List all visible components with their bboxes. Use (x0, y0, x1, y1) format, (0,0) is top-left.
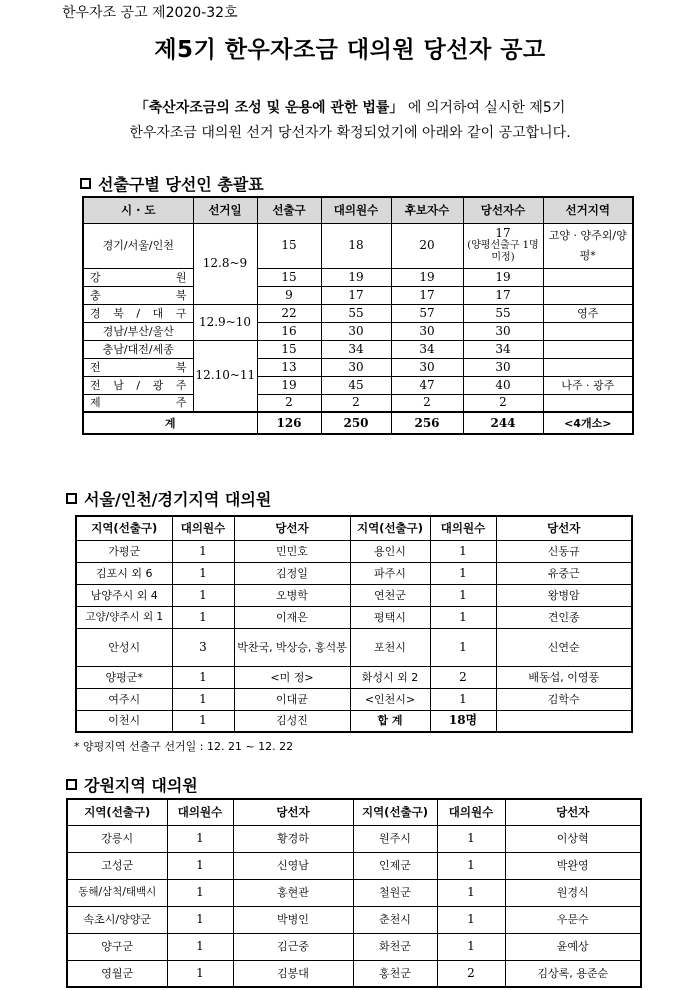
table-row (83, 304, 633, 322)
election-date-cell: 12.10~11 (193, 340, 257, 412)
table-row (67, 933, 641, 960)
checkbox-icon (80, 178, 91, 189)
column-header: 대의원수 (437, 799, 505, 825)
elected-cell: 19 (463, 268, 543, 286)
area-cell (543, 268, 633, 286)
elected-cell: 황경하 (233, 825, 353, 852)
table-row (67, 879, 641, 906)
region-cell: 경남/부산/울산 (83, 322, 193, 340)
column-header: 당선자 (234, 516, 350, 540)
elected-cell: 홍현관 (233, 879, 353, 906)
empty-cell (496, 710, 632, 732)
table-row (76, 710, 632, 732)
count-cell: 1 (430, 688, 496, 710)
elected-cell: 17 (463, 286, 543, 304)
count-cell: 1 (167, 906, 233, 933)
elected-cell: 김상록, 용준순 (505, 960, 641, 987)
area-cell (543, 286, 633, 304)
elected-cell: 윤예상 (505, 933, 641, 960)
elected-cell: 우문수 (505, 906, 641, 933)
elected-cell: 왕병암 (496, 584, 632, 606)
count-cell: 1 (437, 933, 505, 960)
table-row (83, 268, 633, 286)
district-cell: 고양/양주시 외 1 (76, 606, 172, 628)
table-row (76, 562, 632, 584)
table-row (76, 584, 632, 606)
summary-heading-text: 선출구별 당선인 총괄표 (98, 175, 264, 194)
total-area: <4개소> (543, 412, 633, 434)
law-reference: 「축산자조금의 조성 및 운용에 관한 법률」 (134, 100, 404, 116)
districts-cell: 15 (257, 268, 321, 286)
footnote: * 양평지역 선출구 선거일 : 12. 21 ~ 12. 22 (74, 740, 294, 753)
count-cell: 3 (172, 628, 234, 666)
column-header: 선거지역 (543, 197, 633, 223)
count-cell: 1 (430, 540, 496, 562)
area-cell: 나주 · 광주 (543, 376, 633, 394)
gangwon-heading (66, 773, 198, 796)
districts-cell: 13 (257, 358, 321, 376)
table-header-row (76, 516, 632, 540)
notice-number: 한우자조 공고 제2020-32호 (62, 5, 238, 21)
delegates-cell: 30 (321, 322, 391, 340)
districts-cell: 16 (257, 322, 321, 340)
table-row (83, 286, 633, 304)
count-cell: 1 (167, 825, 233, 852)
elected-cell: 30 (463, 358, 543, 376)
table-row (76, 628, 632, 666)
district-cell: 인제군 (353, 852, 437, 879)
elected-cell: 박병인 (233, 906, 353, 933)
table-row (76, 688, 632, 710)
column-header: 당선자 (233, 799, 353, 825)
district-cell: 강릉시 (67, 825, 167, 852)
total-candidates: 256 (391, 412, 463, 434)
delegates-cell: 30 (321, 358, 391, 376)
gangwon-heading-text: 강원지역 대의원 (84, 776, 198, 795)
district-cell: 동해/삼척/태백시 (67, 879, 167, 906)
column-header: 후보자수 (391, 197, 463, 223)
count-cell: 1 (172, 606, 234, 628)
election-date-cell: 12.9~10 (193, 304, 257, 340)
districts-cell: 19 (257, 376, 321, 394)
count-cell: 1 (437, 852, 505, 879)
candidates-cell: 57 (391, 304, 463, 322)
district-cell: 고성군 (67, 852, 167, 879)
district-cell: 여주시 (76, 688, 172, 710)
district-cell: 가평군 (76, 540, 172, 562)
column-header: 대의원수 (430, 516, 496, 540)
intro-paragraph (70, 96, 630, 146)
column-header: 대의원수 (321, 197, 391, 223)
elected-cell: 2 (463, 394, 543, 412)
elected-cell: 김성진 (234, 710, 350, 732)
elected-cell: <미 정> (234, 666, 350, 688)
count-cell: 2 (430, 666, 496, 688)
count-cell: 1 (430, 584, 496, 606)
elected-cell: 오병학 (234, 584, 350, 606)
column-header: 지역(선출구) (67, 799, 167, 825)
elected-cell (463, 223, 543, 268)
region-cell: 전 북 (83, 358, 193, 376)
table-row (83, 358, 633, 376)
district-cell: 철원군 (353, 879, 437, 906)
area-cell (543, 322, 633, 340)
districts-cell: 15 (257, 223, 321, 268)
elected-cell: 신동규 (496, 540, 632, 562)
region-cell: 경기/서울/인천 (83, 223, 193, 268)
district-cell: 홍천군 (353, 960, 437, 987)
district-cell: 용인시 (350, 540, 430, 562)
table-row (76, 666, 632, 688)
district-cell: 남양주시 외 4 (76, 584, 172, 606)
count-cell: 1 (437, 879, 505, 906)
summary-heading (80, 172, 264, 195)
elected-cell: 민민호 (234, 540, 350, 562)
count-cell: 1 (172, 540, 234, 562)
intro-line2: 한우자조금 대의원 선거 당선자가 확정되었기에 아래와 같이 공고합니다. (129, 125, 571, 141)
seoul-heading (66, 487, 271, 510)
area-cell (543, 394, 633, 412)
count-cell: 1 (172, 584, 234, 606)
district-cell: 연천군 (350, 584, 430, 606)
table-row (67, 852, 641, 879)
count-cell: 1 (167, 933, 233, 960)
district-cell: 원주시 (353, 825, 437, 852)
candidates-cell: 47 (391, 376, 463, 394)
count-cell: 1 (437, 825, 505, 852)
table-row (83, 340, 633, 358)
summary-table (82, 196, 634, 435)
delegates-cell: 34 (321, 340, 391, 358)
table-header-row (83, 197, 633, 223)
district-cell: 안성시 (76, 628, 172, 666)
candidates-cell: 30 (391, 322, 463, 340)
district-cell: 포천시 (350, 628, 430, 666)
region-cell: 전 남 / 광 주 (83, 376, 193, 394)
district-cell: 김포시 외 6 (76, 562, 172, 584)
column-header: 지역(선출구) (350, 516, 430, 540)
region-cell: 제 주 (83, 394, 193, 412)
elected-cell: 40 (463, 376, 543, 394)
total-elected: 244 (463, 412, 543, 434)
elected-cell: 이상혁 (505, 825, 641, 852)
count-cell: 1 (167, 852, 233, 879)
count-cell: 1 (437, 906, 505, 933)
delegates-cell: 18 (321, 223, 391, 268)
candidates-cell: 34 (391, 340, 463, 358)
column-header: 당선자 (496, 516, 632, 540)
count-cell: 1 (430, 606, 496, 628)
count-cell: 1 (167, 960, 233, 987)
seoul-table (75, 515, 633, 733)
region-cell: 충 북 (83, 286, 193, 304)
district-cell: <인천시> (350, 688, 430, 710)
column-header: 선출구 (257, 197, 321, 223)
count-cell: 1 (172, 666, 234, 688)
elected-cell: 김정일 (234, 562, 350, 584)
elected-cell: 박찬국, 박상승, 홍석봉 (234, 628, 350, 666)
candidates-cell: 17 (391, 286, 463, 304)
elected-cell: 김근중 (233, 933, 353, 960)
checkbox-icon (66, 779, 77, 790)
elected-cell: 박완영 (505, 852, 641, 879)
total-count: 18명 (430, 710, 496, 732)
delegates-cell: 2 (321, 394, 391, 412)
elected-cell: 30 (463, 322, 543, 340)
total-label: 합 계 (350, 710, 430, 732)
intro-line1: 에 의거하여 실시한 제5기 (403, 100, 566, 116)
table-row (83, 376, 633, 394)
district-cell: 화천군 (353, 933, 437, 960)
page-title: 제5기 한우자조금 대의원 당선자 공고 (154, 37, 546, 63)
table-row (76, 606, 632, 628)
total-districts: 126 (257, 412, 321, 434)
elected-cell: 신연순 (496, 628, 632, 666)
table-row (76, 540, 632, 562)
elected-cell: 55 (463, 304, 543, 322)
candidates-cell: 19 (391, 268, 463, 286)
district-cell: 춘천시 (353, 906, 437, 933)
region-cell: 경 북 / 대 구 (83, 304, 193, 322)
area-cell: 고양 · 양주외/양평* (543, 223, 633, 268)
gangwon-table (66, 798, 642, 988)
district-cell: 속초시/양양군 (67, 906, 167, 933)
elected-cell: 이대균 (234, 688, 350, 710)
district-cell: 이천시 (76, 710, 172, 732)
elected-cell: 신영남 (233, 852, 353, 879)
delegates-cell: 45 (321, 376, 391, 394)
district-cell: 파주시 (350, 562, 430, 584)
districts-cell: 15 (257, 340, 321, 358)
count-cell: 2 (437, 960, 505, 987)
candidates-cell: 30 (391, 358, 463, 376)
election-date-cell: 12.8~9 (193, 223, 257, 304)
checkbox-icon (66, 493, 77, 504)
table-row (67, 906, 641, 933)
count-cell: 1 (172, 710, 234, 732)
total-delegates: 250 (321, 412, 391, 434)
column-header: 대의원수 (172, 516, 234, 540)
district-cell: 양평군* (76, 666, 172, 688)
delegates-cell: 55 (321, 304, 391, 322)
area-cell (543, 340, 633, 358)
district-cell: 평택시 (350, 606, 430, 628)
column-header: 시 · 도 (83, 197, 193, 223)
districts-cell: 9 (257, 286, 321, 304)
region-cell: 강 원 (83, 268, 193, 286)
elected-cell: 김학수 (496, 688, 632, 710)
district-cell: 화성시 외 2 (350, 666, 430, 688)
delegates-cell: 17 (321, 286, 391, 304)
count-cell: 1 (167, 879, 233, 906)
column-header: 지역(선출구) (76, 516, 172, 540)
column-header: 대의원수 (167, 799, 233, 825)
table-header-row (67, 799, 641, 825)
elected-cell: 34 (463, 340, 543, 358)
area-cell (543, 358, 633, 376)
elected-cell: 이재은 (234, 606, 350, 628)
column-header: 당선자수 (463, 197, 543, 223)
count-cell: 1 (172, 562, 234, 584)
candidates-cell: 20 (391, 223, 463, 268)
total-label: 계 (83, 412, 257, 434)
total-row (83, 412, 633, 434)
delegates-cell: 19 (321, 268, 391, 286)
table-row (83, 322, 633, 340)
elected-cell: 원경식 (505, 879, 641, 906)
elected-cell: 유중근 (496, 562, 632, 584)
area-cell: 영주 (543, 304, 633, 322)
elected-note: (양평선출구 1명 미정) (467, 240, 539, 263)
count-cell: 1 (430, 562, 496, 584)
column-header: 당선자 (505, 799, 641, 825)
districts-cell: 2 (257, 394, 321, 412)
elected-cell: 배동섭, 이영풍 (496, 666, 632, 688)
elected-value: 17 (495, 226, 511, 240)
column-header: 지역(선출구) (353, 799, 437, 825)
table-row (67, 825, 641, 852)
table-row (83, 223, 633, 268)
table-row (67, 960, 641, 987)
seoul-heading-text: 서울/인천/경기지역 대의원 (84, 490, 272, 509)
count-cell: 1 (172, 688, 234, 710)
count-cell: 1 (430, 628, 496, 666)
column-header: 선거일 (193, 197, 257, 223)
elected-cell: 견인종 (496, 606, 632, 628)
candidates-cell: 2 (391, 394, 463, 412)
elected-cell: 김봉대 (233, 960, 353, 987)
district-cell: 영월군 (67, 960, 167, 987)
districts-cell: 22 (257, 304, 321, 322)
region-cell: 충남/대전/세종 (83, 340, 193, 358)
district-cell: 양구군 (67, 933, 167, 960)
table-row (83, 394, 633, 412)
